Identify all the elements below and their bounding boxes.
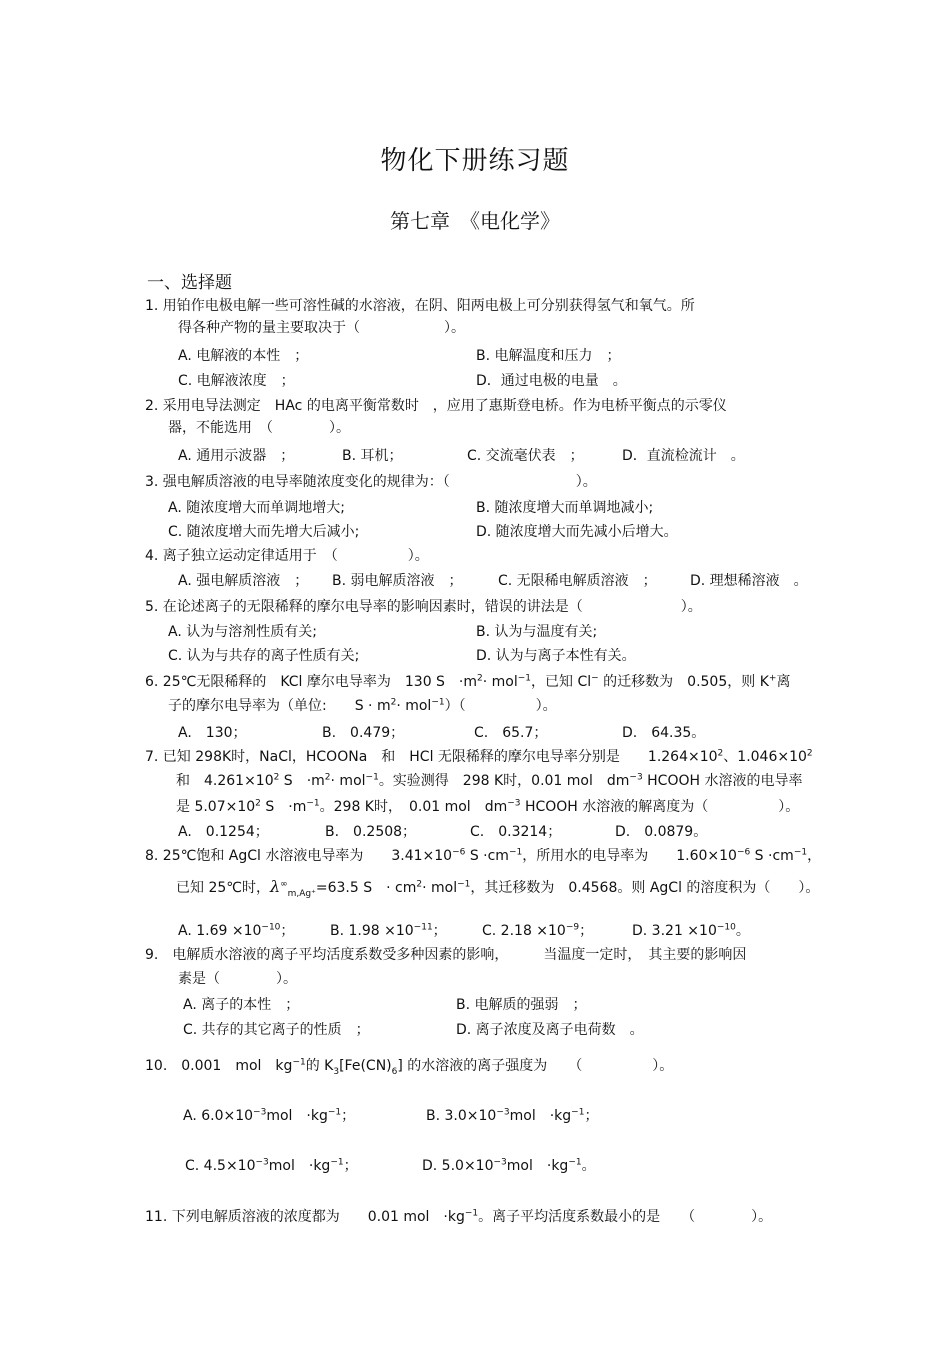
- question-8-option-c: [482, 922, 593, 940]
- question-10-line-1: [145, 1057, 673, 1075]
- text-run: ，所用水的电导率为 1.60×10: [522, 848, 737, 864]
- question-5-option-c: C. 认为与共存的离子性质有关;: [168, 648, 360, 664]
- question-8-option-a: [178, 922, 294, 940]
- text-run: B. 1.98 ×10: [330, 923, 414, 939]
- superscript: −3: [255, 1157, 269, 1168]
- superscript: −1: [517, 673, 532, 684]
- chapter-heading: 第七章 《电化学》: [390, 209, 560, 233]
- question-7-option-b: B. 0.2508；: [325, 824, 417, 840]
- question-7-option-c: C. 0.3214；: [470, 824, 562, 840]
- question-7-line-1: [145, 748, 813, 766]
- text-run: 。298 K时， 0.01 mol dm: [319, 799, 508, 815]
- text-run: 、1.046×10: [723, 749, 807, 765]
- subscript: 3: [333, 1066, 340, 1077]
- superscript: −1: [508, 847, 523, 858]
- text-run: C. 2.18 ×10: [482, 923, 566, 939]
- question-9-line-2: 素是（ ）。: [178, 971, 297, 987]
- question-1-option-d: D．通过电极的电量 。: [476, 373, 627, 389]
- question-10-option-a: [183, 1107, 355, 1125]
- question-2-line-2: 器，不能选用 （ ）。: [168, 420, 350, 436]
- superscript: ∞: [280, 879, 288, 890]
- text-run: ；: [579, 923, 594, 939]
- superscript: 2: [416, 879, 423, 890]
- superscript: −1: [365, 772, 379, 783]
- question-2-option-a: A. 通用示波器 ；: [178, 448, 295, 464]
- text-run: ] 的水溶液的离子强度为 （ ）。: [397, 1058, 674, 1074]
- superscript: −1: [327, 1107, 342, 1118]
- question-7-line-2: [176, 772, 802, 790]
- superscript: −1: [568, 1157, 582, 1168]
- superscript: −1: [431, 697, 445, 708]
- question-6-option-c: C. 65.7；: [474, 725, 548, 741]
- superscript: −6: [736, 847, 751, 858]
- text-run: 11. 下列电解质溶液的浓度都为 0.01 mol ·kg: [145, 1209, 465, 1225]
- text-run: mol ·kg: [268, 1158, 331, 1174]
- question-7-option-d: D. 0.0879。: [615, 824, 708, 840]
- text-run: ；: [341, 1108, 356, 1124]
- text-run: A. 6.0×10: [183, 1108, 254, 1124]
- question-7-option-a: A. 0.1254；: [178, 824, 269, 840]
- text-run: · mol: [330, 773, 366, 789]
- superscript: −3: [493, 1157, 507, 1168]
- question-3-option-c: C. 随浓度增大而先增大后减小;: [168, 524, 360, 540]
- text-run: [Fe(CN): [339, 1058, 392, 1074]
- question-9-option-c: C. 共存的其它离子的性质 ；: [183, 1022, 370, 1038]
- text-run: 10. 0.001 mol kg: [145, 1058, 293, 1074]
- question-2-line-1: 2. 采用电导法测定 HAc 的电离平衡常数时 ，应用了惠斯登电桥。作为电桥平衡点的示零仪: [145, 398, 727, 414]
- superscript: −: [591, 673, 599, 684]
- question-9-option-a: A. 离子的本性 ；: [183, 997, 300, 1013]
- text-run: S ·cm: [465, 848, 509, 864]
- subscript: m,Ag⁺: [287, 888, 316, 899]
- question-6-option-d: D. 64.35。: [622, 725, 706, 741]
- text-run: ，已知 Cl: [531, 674, 592, 690]
- question-4-option-a: A. 强电解质溶液 ；: [178, 573, 309, 589]
- text-run: ，其迁移数为 0.4568。则 AgCl 的溶度积为（ ）。: [470, 880, 820, 896]
- text-run: 是 5.07×10: [176, 799, 256, 815]
- question-8-line-2: [176, 878, 819, 897]
- text-run: C. 4.5×10: [185, 1158, 256, 1174]
- superscript: 2: [717, 748, 724, 759]
- question-4-option-d: D. 理想稀溶液 。: [690, 573, 808, 589]
- text-run: 子的摩尔电导率为（单位: S · m: [168, 698, 391, 714]
- text-run: ；: [432, 923, 447, 939]
- question-6-option-a: A. 130；: [178, 725, 247, 741]
- superscript: −1: [793, 847, 808, 858]
- text-run: 8. 25℃饱和 AgCl 水溶液电导率为 3.41×10: [145, 848, 453, 864]
- superscript: −9: [565, 922, 580, 933]
- question-10-option-d: [422, 1157, 596, 1175]
- superscript: −11: [413, 922, 433, 933]
- text-run: ）（ ）。: [444, 698, 557, 714]
- text-run: 的迁移数为 0.505，则 K: [598, 674, 769, 690]
- superscript: 2: [324, 772, 331, 783]
- question-6-line-2: [168, 697, 557, 715]
- text-run: mol ·kg: [506, 1158, 569, 1174]
- text-run: · mol: [482, 674, 518, 690]
- question-2-option-b: B. 耳机；: [342, 448, 403, 464]
- document-title: 物化下册练习题: [380, 146, 570, 176]
- text-run: 的 K: [305, 1058, 334, 1074]
- text-run: =63.5 S · cm: [315, 880, 417, 896]
- question-5-option-b: B. 认为与温度有关;: [476, 624, 598, 640]
- text-run: 6. 25℃无限稀释的 KCl 摩尔电导率为 130 S ·m: [145, 674, 478, 690]
- superscript: −6: [452, 847, 466, 858]
- superscript: −3: [496, 1107, 510, 1118]
- text-run: HCOOH 水溶液的解离度为（ ）。: [520, 799, 800, 815]
- question-8-line-1: [145, 847, 821, 865]
- question-1-option-c: C. 电解液浓度 ；: [178, 373, 295, 389]
- superscript: 2: [806, 748, 813, 759]
- question-9-option-b: B. 电解质的强弱 ；: [456, 997, 587, 1013]
- text-run: 。离子平均活度系数最小的是 （ ）。: [478, 1209, 773, 1225]
- question-6-line-1: [145, 673, 790, 691]
- text-run: ；: [343, 1158, 358, 1174]
- superscript: 2: [477, 673, 483, 684]
- question-3-option-a: A. 随浓度增大而单调地增大;: [168, 500, 345, 516]
- text-run: A. 1.69 ×10: [178, 923, 262, 939]
- question-2-option-c: C. 交流毫伏表 ；: [467, 448, 584, 464]
- question-2-option-d: D．直流检流计 。: [622, 448, 745, 464]
- section-heading: 一、选择题: [147, 273, 232, 293]
- question-4-option-b: B. 弱电解质溶液 ；: [332, 573, 463, 589]
- superscript: −1: [464, 1208, 479, 1219]
- text-run: B. 3.0×10: [426, 1108, 497, 1124]
- text-run: S ·m: [260, 799, 307, 815]
- question-5-line-1: 5. 在论述离子的无限稀释的摩尔电导率的影响因素时，错误的讲法是（ ）。: [145, 599, 702, 615]
- question-8-option-d: [632, 922, 750, 940]
- text-run: 。: [735, 923, 750, 939]
- question-1-line-2: 得各种产物的量主要取决于（ ）。: [178, 320, 465, 336]
- text-run: D. 3.21 ×10: [632, 923, 717, 939]
- question-7-line-3: [176, 798, 799, 816]
- superscript: −3: [253, 1107, 267, 1118]
- superscript: 2: [273, 772, 280, 783]
- question-4-line-1: 4. 离子独立运动定律适用于 （ ）。: [145, 548, 429, 564]
- question-3-line-1: 3. 强电解质溶液的电导率随浓度变化的规律为：（ ）。: [145, 474, 597, 490]
- superscript: −3: [507, 798, 521, 809]
- superscript: −10: [716, 922, 736, 933]
- text-run: 。实验测得 298 K时，0.01 mol dm: [378, 773, 630, 789]
- question-1-option-b: B. 电解温度和压力 ；: [476, 348, 621, 364]
- question-3-option-d: D. 随浓度增大而先减小后增大。: [476, 524, 678, 540]
- text-run: 已知 25℃时，: [176, 880, 270, 896]
- question-9-line-1: 9. 电解质水溶液的离子平均活度系数受多种因素的影响， 当温度一定时， 其主要的影响因: [145, 947, 747, 963]
- text-run: D. 5.0×10: [422, 1158, 494, 1174]
- superscript: −1: [571, 1107, 585, 1118]
- superscript: −3: [629, 772, 643, 783]
- superscript: −10: [261, 922, 281, 933]
- text-run: 离: [776, 674, 791, 690]
- text-run: 。: [581, 1158, 596, 1174]
- question-10-option-b: [426, 1107, 598, 1125]
- superscript: +: [768, 673, 777, 684]
- question-3-option-b: B. 随浓度增大而单调地减小;: [476, 500, 654, 516]
- superscript: −1: [292, 1057, 306, 1068]
- text-run: S ·m: [279, 773, 325, 789]
- superscript: 2: [390, 697, 397, 708]
- superscript: −1: [457, 879, 471, 890]
- superscript: −1: [330, 1157, 344, 1168]
- question-1-option-a: A. 电解液的本性 ；: [178, 348, 309, 364]
- text-run: HCOOH 水溶液的电导率: [642, 773, 803, 789]
- question-5-option-a: A. 认为与溶剂性质有关;: [168, 624, 317, 640]
- question-6-option-b: B. 0.479；: [322, 725, 405, 741]
- text-run: mol ·kg: [266, 1108, 328, 1124]
- question-1-line-1: 1. 用铂作电极电解一些可溶性碱的水溶液，在阴、阳两电极上可分别获得氢气和氧气。所: [145, 298, 695, 314]
- text-run: 7. 已知 298K时，NaCl，HCOONa 和 HCl 无限稀释的摩尔电导率分别是 1.264×10: [145, 749, 718, 765]
- question-8-option-b: [330, 922, 447, 940]
- text-run: ；: [280, 923, 295, 939]
- lambda-symbol: λ: [270, 877, 281, 896]
- text-run: S ·cm: [750, 848, 794, 864]
- question-5-option-d: D. 认为与离子本性有关。: [476, 648, 636, 664]
- text-run: 和 4.261×10: [176, 773, 274, 789]
- text-run: · mol: [422, 880, 458, 896]
- question-4-option-c: C. 无限稀电解质溶液 ；: [498, 573, 657, 589]
- superscript: −1: [306, 798, 320, 809]
- subscript: 6: [391, 1066, 398, 1077]
- text-run: mol ·kg: [509, 1108, 572, 1124]
- question-10-option-c: [185, 1157, 358, 1175]
- question-11-line-1: [145, 1208, 772, 1226]
- superscript: 2: [255, 798, 261, 809]
- text-run: ；: [584, 1108, 599, 1124]
- question-9-option-d: D. 离子浓度及离子电荷数 。: [456, 1022, 644, 1038]
- text-run: ，: [807, 848, 822, 864]
- text-run: · mol: [396, 698, 432, 714]
